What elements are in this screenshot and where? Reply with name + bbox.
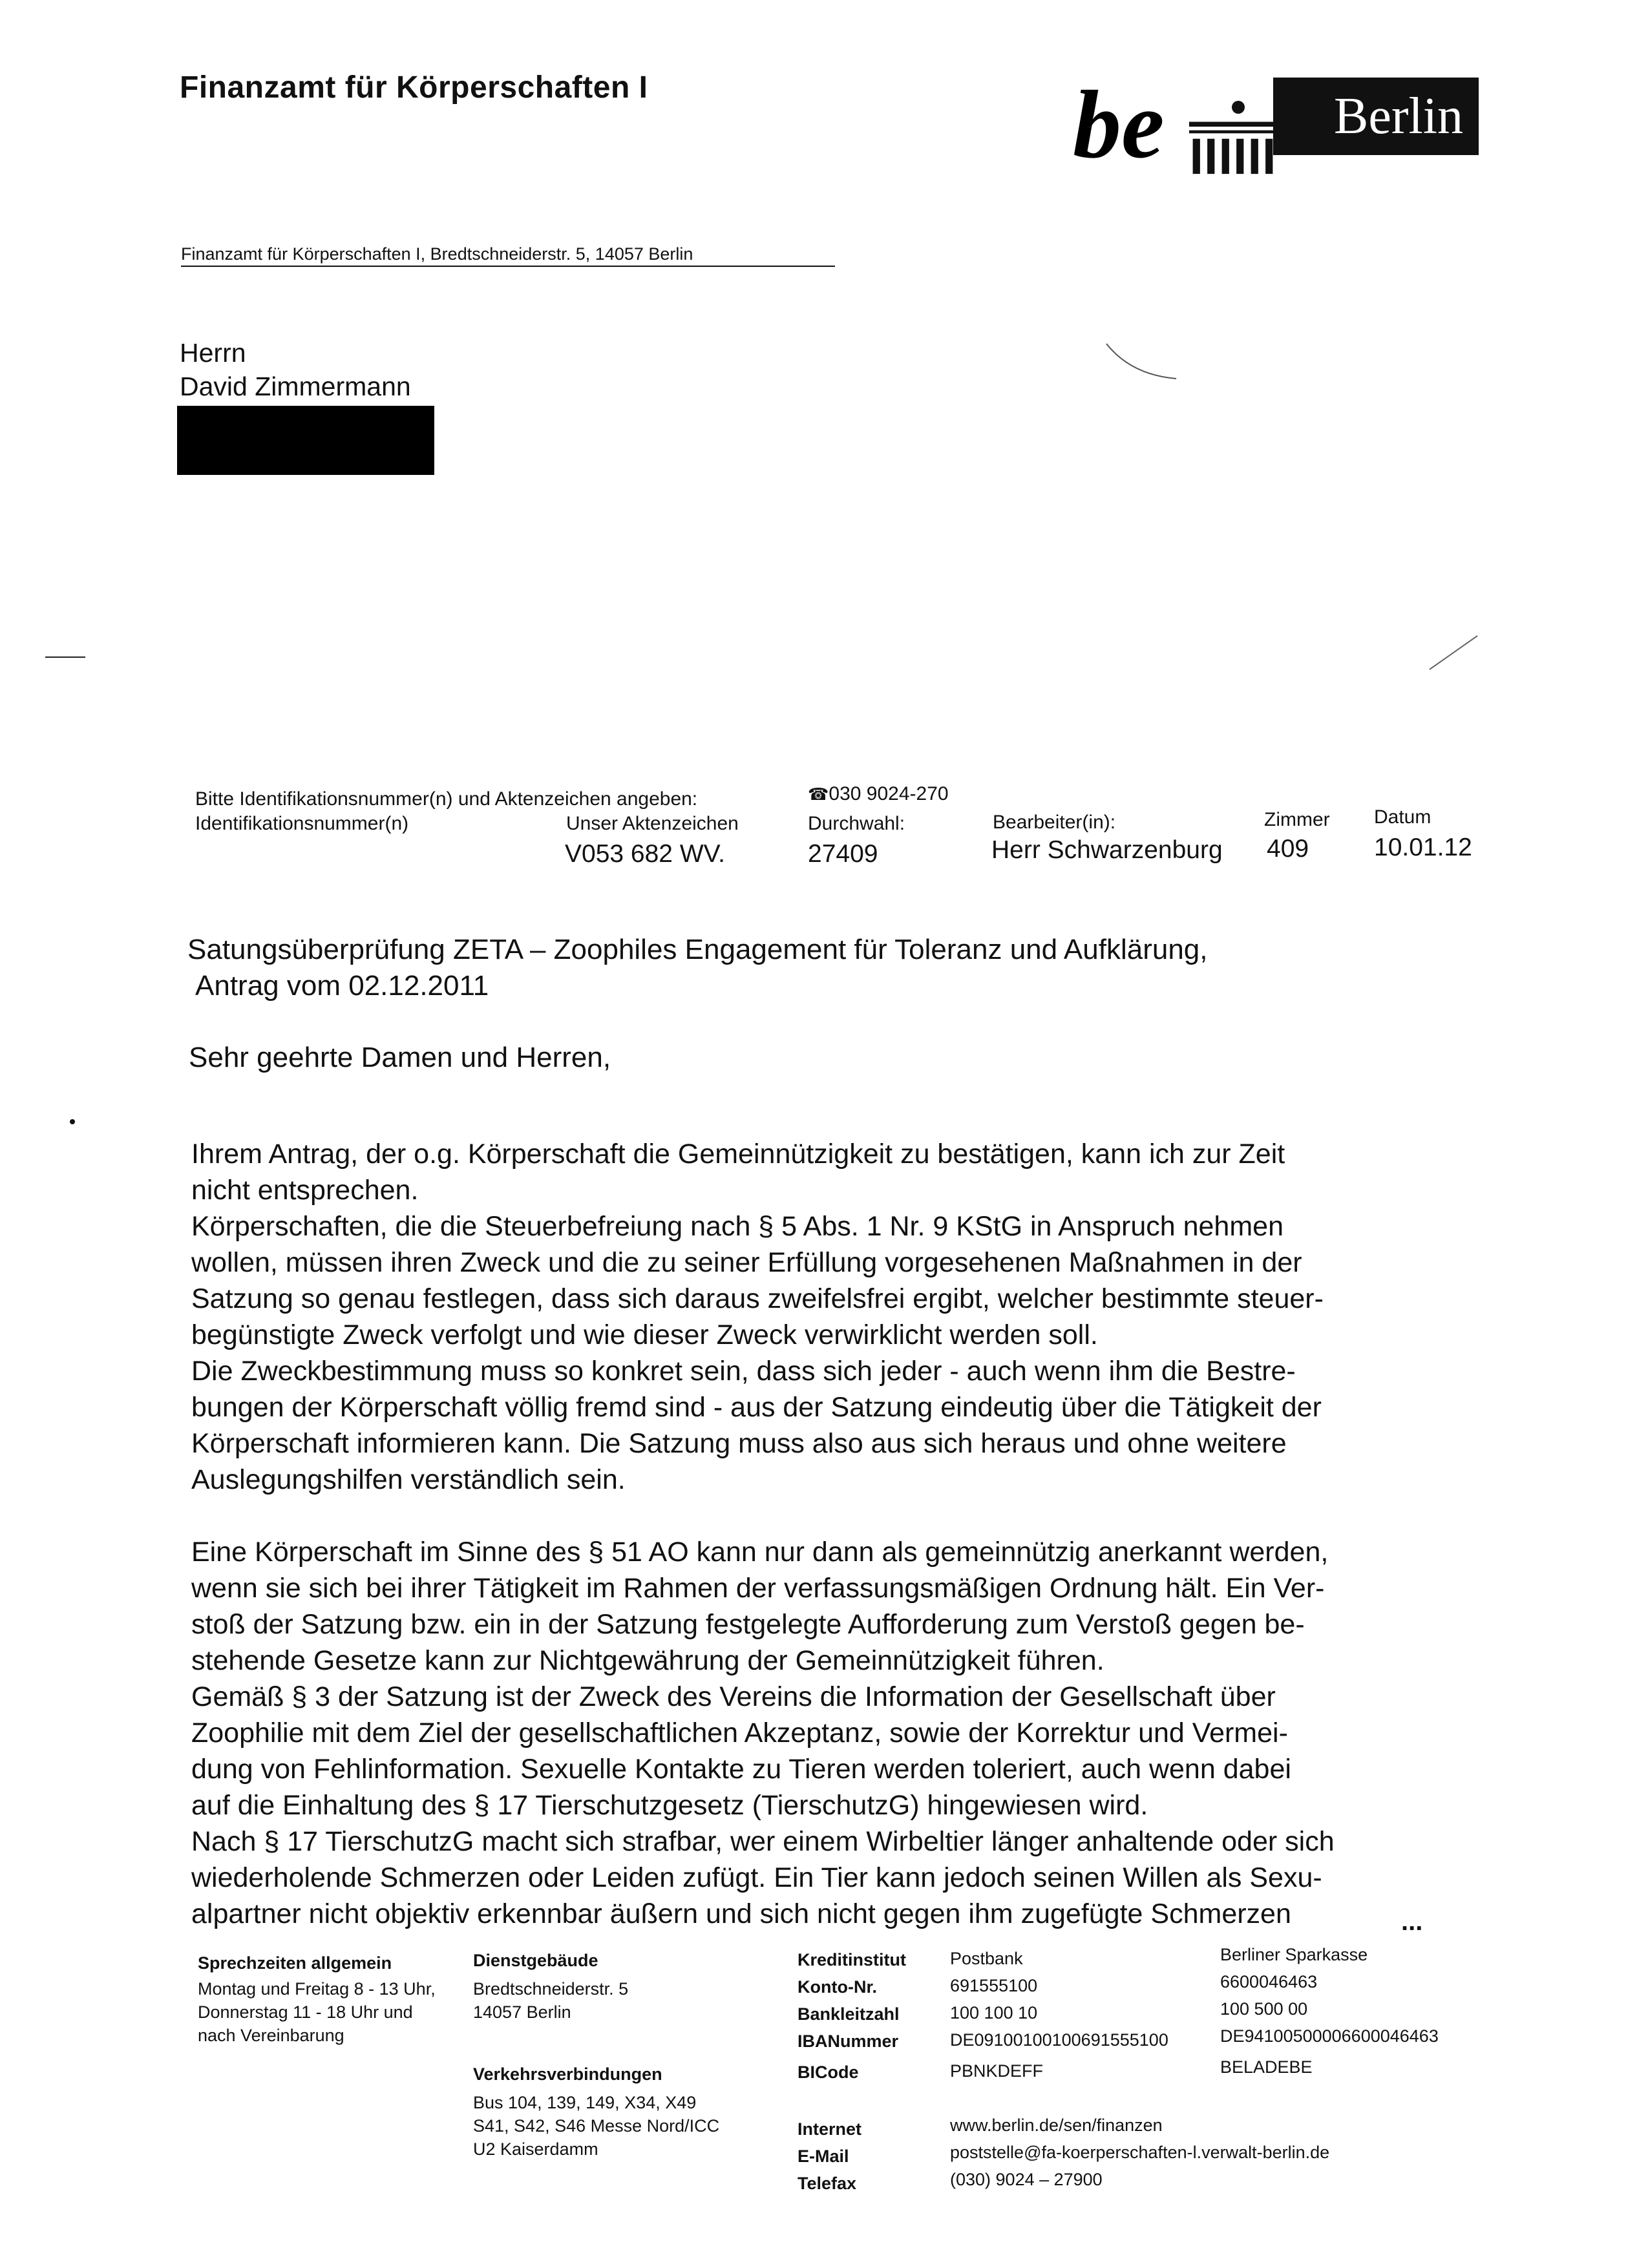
logo-be-text: be bbox=[1073, 71, 1165, 178]
footer-contact-labels bbox=[798, 2116, 861, 2197]
bank1-value: DE09100100100691555100 bbox=[950, 2030, 1168, 2050]
transport-title: Verkehrsverbindungen bbox=[473, 2064, 662, 2084]
bank2-value: BELADEBE bbox=[1220, 2057, 1313, 2077]
transport-line: U2 Kaiserdamm bbox=[473, 2139, 598, 2159]
direct-dial-label: Durchwahl: bbox=[808, 813, 905, 834]
building-title: Dienstgebäude bbox=[473, 1951, 598, 1970]
date-value: 10.01.12 bbox=[1374, 834, 1472, 861]
transport-line: Bus 104, 139, 149, X34, X49 bbox=[473, 2093, 697, 2112]
footer-bank-labels bbox=[798, 1946, 906, 2086]
redacted-address-block bbox=[177, 406, 434, 475]
punch-dot bbox=[70, 1119, 75, 1124]
bank-label: BICode bbox=[798, 2063, 859, 2082]
bank1-value: 100 100 10 bbox=[950, 2003, 1038, 2022]
bank1-value: Postbank bbox=[950, 1949, 1023, 1968]
contact-label: Internet bbox=[798, 2119, 862, 2139]
bank-label: Kreditinstitut bbox=[798, 1950, 906, 1969]
office-name: Finanzamt für Körperschaften I bbox=[180, 70, 648, 105]
recipient-address bbox=[180, 336, 411, 403]
phone-line bbox=[808, 783, 949, 805]
identification-label: Identifikationsnummer(n) bbox=[195, 813, 409, 834]
bank1-value: 691555100 bbox=[950, 1976, 1038, 1995]
berlin-logo bbox=[1073, 71, 1499, 186]
date-label: Datum bbox=[1374, 806, 1431, 828]
bank-label: Bankleitzahl bbox=[798, 2004, 900, 2024]
brandenburg-gate-icon bbox=[1189, 114, 1286, 178]
recipient-name: David Zimmermann bbox=[180, 372, 411, 401]
pen-stroke-mark bbox=[1428, 633, 1480, 672]
hours-title: Sprechzeiten allgemein bbox=[198, 1953, 392, 1973]
sender-line: Finanzamt für Körperschaften I, Bredtschneiderstr. 5, 14057 Berlin bbox=[181, 244, 835, 267]
hours-line: Montag und Freitag 8 - 13 Uhr, bbox=[198, 1979, 436, 1999]
building-line: Bredtschneiderstr. 5 bbox=[473, 1979, 629, 1999]
logo-city-box: Berlin bbox=[1273, 78, 1479, 155]
contact-label: Telefax bbox=[798, 2174, 857, 2193]
pen-stroke-mark bbox=[1105, 342, 1183, 388]
contact-label: E-Mail bbox=[798, 2147, 849, 2166]
subject-line-1: Satungsüberprüfung ZETA – Zoophiles Engagement für Toleranz und Aufklärung, bbox=[187, 934, 1208, 965]
footer-building bbox=[473, 1949, 628, 2024]
bank2-value: Berliner Sparkasse bbox=[1220, 1945, 1368, 1964]
hours-line: Donnerstag 11 - 18 Uhr und bbox=[198, 2002, 413, 2022]
bank2-value: 100 500 00 bbox=[1220, 1999, 1308, 2019]
building-line: 14057 Berlin bbox=[473, 2002, 571, 2022]
phone-number: 030 9024-270 bbox=[829, 783, 949, 804]
clerk-label: Bearbeiter(in): bbox=[993, 812, 1116, 833]
room-label: Zimmer bbox=[1264, 809, 1330, 830]
fax-number: (030) 9024 – 27900 bbox=[950, 2170, 1103, 2189]
quadriga-dot-icon bbox=[1231, 100, 1246, 115]
footer-transport bbox=[473, 2063, 719, 2161]
body-paragraph-1: Ihrem Antrag, der o.g. Körperschaft die Gemeinnützigkeit zu bestätigen, kann ich zur Zeit nicht entsprechen. Körperschaften, die die Steuerbefreiung nach § 5 Abs. 1 Nr. 9 KStG in Anspruch nehmen wollen, müssen ihren Zweck und die zu seiner Erfüllung vorgesehenen Maßnahmen in der Satzung so genau festlegen, dass sich daraus zweifelsfrei ergibt, welcher bestimmte steuer- begünstigte Zweck verfolgt und wie dieser Zweck verwirklicht werden soll. Die Zweckbestimmung muss so konkret sein, dass sich jeder - auch wenn ihm die Bestre- bungen der Körperschaft völlig fremd sind - aus der Satzung eindeutig über die Tätigkeit der Körperschaft informieren kann. Die Satzung muss also aus sich heraus und ohne weitere Auslegungshilfen verständlich sein. bbox=[191, 1139, 1324, 1495]
recipient-salutation: Herrn bbox=[180, 338, 246, 368]
hours-line: nach Vereinbarung bbox=[198, 2026, 344, 2045]
letter-body bbox=[191, 1136, 1445, 1932]
room-value: 409 bbox=[1267, 835, 1309, 863]
our-reference-value: V053 682 WV. bbox=[565, 840, 725, 868]
body-paragraph-2: Eine Körperschaft im Sinne des § 51 AO kann nur dann als gemeinnützig anerkannt werden, wenn sie sich bei ihrer Tätigkeit im Rahmen der verfassungsmäßigen Ordnung hält. Ein Ver- stoß der Satzung bzw. ein in der Satzung festgelegte Aufforderung zum Verstoß gegen be- stehende Gesetze kann zur Nichtgewährung der Gemeinnützigkeit führen. Gemäß § 3 der Satzung ist der Zweck des Vereins die Information der Gesellschaft über Zoophilie mit dem Ziel der gesellschaftlichen Akzeptanz, sowie der Korrektur und Vermei- dung von Fehlinformation. Sexuelle Kontakte zu Tieren werden toleriert, auch wenn dabei auf die Einhaltung des § 17 Tierschutzgesetz (TierschutzG) hingewiesen wird. Nach § 17 TierschutzG macht sich strafbar, wer einem Wirbeltier länger anhaltende oder sich wiederholende Schmerzen oder Leiden zufügt. Ein Tier kann jedoch seinen Willen als Sexu- alpartner nicht objektiv erkennbar äußern und sich nicht gegen ihm zugefügte Schmerzen bbox=[191, 1537, 1335, 1929]
subject-line-2: Antrag vom 02.12.2011 bbox=[195, 970, 489, 1002]
bank2-value: DE94100500006600046463 bbox=[1220, 2026, 1439, 2046]
telephone-icon: ☎ bbox=[808, 784, 829, 804]
our-reference-label: Unser Aktenzeichen bbox=[566, 813, 739, 834]
footer-bank-2 bbox=[1220, 1941, 1439, 2081]
direct-dial-value: 27409 bbox=[808, 840, 878, 868]
bank1-value: PBNKDEFF bbox=[950, 2061, 1044, 2081]
bank2-value: 6600046463 bbox=[1220, 1972, 1318, 1991]
email-link[interactable]: poststelle@fa-koerperschaften-l.verwalt-berlin.de bbox=[950, 2143, 1330, 2162]
clerk-value: Herr Schwarzenburg bbox=[991, 836, 1223, 864]
fold-mark bbox=[45, 656, 85, 658]
footer-contact-values bbox=[950, 2112, 1329, 2193]
footer-hours bbox=[198, 1951, 436, 2047]
transport-line: S41, S42, S46 Messe Nord/ICC bbox=[473, 2116, 720, 2136]
continuation-mark: ... bbox=[1401, 1907, 1423, 1936]
bank-label: IBANummer bbox=[798, 2032, 899, 2051]
website-link[interactable]: www.berlin.de/sen/finanzen bbox=[950, 2116, 1163, 2135]
footer-bank-1 bbox=[950, 1945, 1168, 2084]
bank-label: Konto-Nr. bbox=[798, 1977, 877, 1997]
reference-instruction: Bitte Identifikationsnummer(n) und Aktenzeichen angeben: bbox=[195, 788, 698, 810]
greeting: Sehr geehrte Damen und Herren, bbox=[189, 1042, 611, 1073]
subject bbox=[187, 932, 1208, 1004]
